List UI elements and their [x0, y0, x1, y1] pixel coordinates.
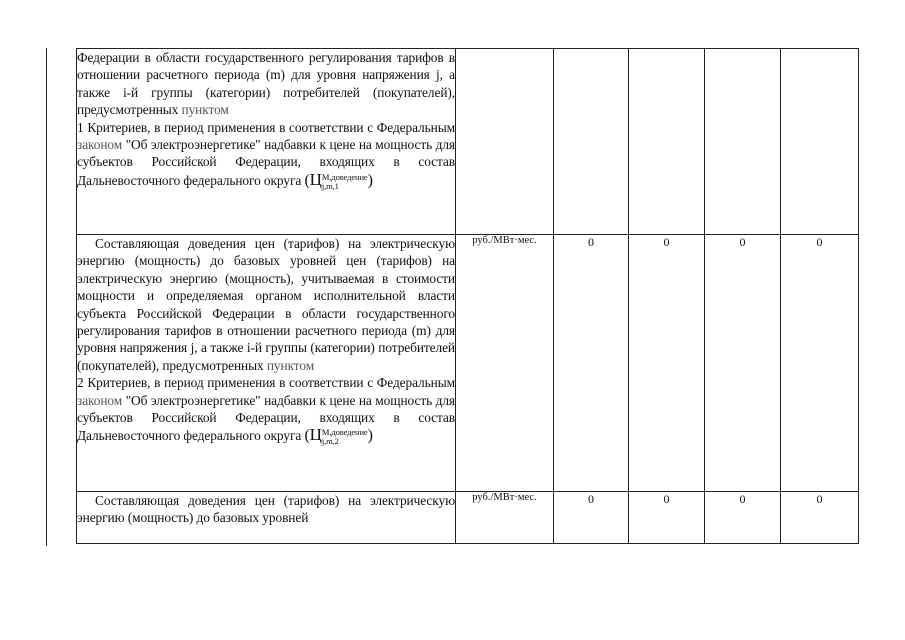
law-link[interactable]: законом [77, 137, 123, 153]
formula: (Ц М,доведение j,m,1 ) [304, 169, 373, 191]
value-cell: 0 [705, 235, 781, 492]
value-cell: 0 [781, 235, 859, 492]
punkt-number: 2 [77, 375, 84, 391]
formula-symbol: Ц [309, 425, 322, 445]
value-cell: 0 [554, 492, 629, 544]
unit-cell: руб./МВт·мес. [456, 492, 554, 544]
table-row [77, 49, 859, 235]
value-cell: 0 [705, 492, 781, 544]
formula-subscript: j,m,2 [321, 436, 339, 447]
value-cell [554, 49, 629, 235]
value-cell: 0 [629, 235, 705, 492]
value-cell: 0 [554, 235, 629, 492]
formula-superscript: М,доведение [321, 171, 368, 182]
table-row [77, 492, 859, 544]
description-text: Составляющая доведения цен (тарифов) на электрическую энергию (мощность) до базовых уровней [77, 493, 455, 526]
description-text: Составляющая доведения цен (тарифов) на электрическую энергию (мощность) до базовых уровней цен (тарифов) на электрическую энергию (мощность), учитываемая в стоимости мощности и определяемая органом исполнительной власти субъекта Российской Федерации в области государственного регулирования тарифов в отношении расчетного периода (m) для уровня напряжения j, а также i-й группы (категории) потребителей (покупателей), предусмотренных [77, 236, 455, 373]
description-cell [77, 235, 456, 492]
formula-symbol: Ц [309, 169, 322, 189]
description-text: "Об электроэнергетике" надбавки к цене на мощность для субъектов Российской Федерации, входящих в состав Дальневосточного федерального округа [77, 392, 455, 444]
formula-superscript: М,доведение [321, 427, 368, 438]
punkt-link[interactable]: пунктом [181, 102, 229, 118]
description-cell [77, 49, 456, 235]
value-cell [781, 49, 859, 235]
tariff-table [76, 48, 859, 544]
description-text: Федерации в области государственного регулирования тарифов в отношении расчетного периода (m) для уровня напряжения j, а также i-й группы (категории) потребителей (покупателей), предусмотренных [77, 50, 455, 118]
law-link[interactable]: законом [77, 392, 123, 408]
description-cell [77, 492, 456, 544]
value-cell [705, 49, 781, 235]
value-cell: 0 [781, 492, 859, 544]
value-cell [629, 49, 705, 235]
punkt-number: 1 [77, 119, 84, 135]
description-text: Критериев, в период применения в соответствии с Федеральным [83, 375, 455, 391]
left-column-border [46, 48, 47, 546]
formula: (Ц М,доведение j,m,2 ) [304, 425, 373, 447]
table-row [77, 235, 859, 492]
unit-cell [456, 49, 554, 235]
description-text: Критериев, в период применения в соответствии с Федеральным [83, 119, 455, 135]
unit-cell: руб./МВт·мес. [456, 235, 554, 492]
value-cell: 0 [629, 492, 705, 544]
description-text: "Об электроэнергетике" надбавки к цене на мощность для субъектов Российской Федерации, входящих в состав Дальневосточного федерального округа [77, 137, 455, 188]
punkt-link[interactable]: пунктом [266, 357, 315, 373]
formula-subscript: j,m,1 [321, 180, 339, 191]
